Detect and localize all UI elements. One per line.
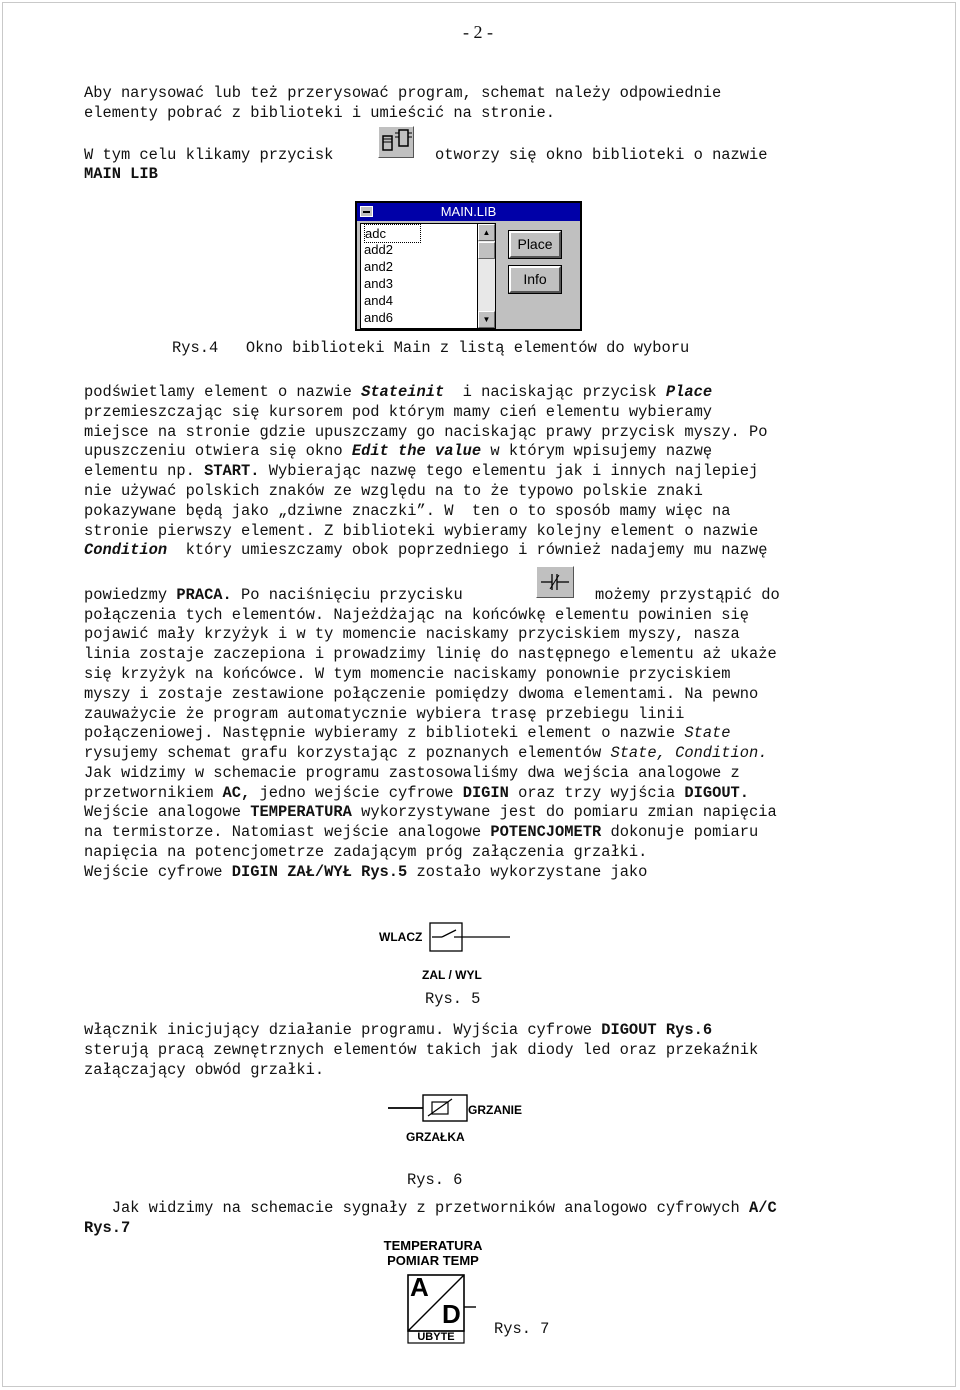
body-line: linia zostaje zaczepiona i prowadzimy linię do następnego elementu aż ukaże xyxy=(84,645,777,663)
body-line: rysujemy schemat grafu korzystając z poznanych elementów State, Condition. xyxy=(84,744,768,762)
library-list[interactable] xyxy=(360,223,496,329)
body-line: przetwornikiem AC, jedno wejście cyfrowe DIGIN oraz trzy wyjścia DIGOUT. xyxy=(84,784,750,802)
intro-line-3b: otworzy się okno biblioteki o nazwie xyxy=(435,146,768,164)
adc-letter-a: A xyxy=(410,1272,429,1302)
intro-line-1: Aby narysować lub też przerysować program, schemat należy odpowiednie xyxy=(84,84,722,102)
page-number: - 2 - xyxy=(463,22,493,42)
list-item[interactable]: adc xyxy=(364,224,421,243)
caption-rys6: Rys. 6 xyxy=(407,1171,463,1189)
scroll-up-icon[interactable]: ▲ xyxy=(478,224,495,241)
window-titlebar xyxy=(357,203,580,221)
relay-symbol-icon xyxy=(386,1090,476,1126)
list-item[interactable]: and4 xyxy=(364,293,393,308)
body-line: Jak widzimy na schemacie sygnały z przetworników analogowo cyfrowych A/C xyxy=(84,1199,777,1217)
body-line: Jak widzimy w schemacie programu zastosowaliśmy dwa wejścia analogowe z xyxy=(84,764,740,782)
body-line: zauważycie że program automatycznie wybiera trasę przebiegu linii xyxy=(84,705,685,723)
caption-rys4: Rys.4 Okno biblioteki Main z listą elementów do wyboru xyxy=(172,339,690,357)
intro-line-4: MAIN LIB xyxy=(84,165,158,183)
adc-bottom-label: UBYTE xyxy=(417,1331,455,1343)
relay-bottom-label: GRZAŁKA xyxy=(406,1130,465,1144)
body-line: się krzyżyk na końcówce. W tym momencie naciskamy ponownie przyciskiem xyxy=(84,665,731,683)
list-item[interactable]: and6 xyxy=(364,310,393,325)
scroll-down-icon[interactable]: ▼ xyxy=(478,311,495,328)
figure-7-adc xyxy=(372,1238,502,1348)
body-line: napięcia na potencjometrze zadającym próg załączenia grzałki. xyxy=(84,843,648,861)
body-line: przemieszczając się kursorem pod którym mamy cień elementu wybieramy xyxy=(84,403,713,421)
body-line: połączenia tych elementów. Najeżdżając na końcówkę elementu powinien się xyxy=(84,606,749,624)
body-line: załączający obwód grzałki. xyxy=(84,1061,325,1079)
figure-5-switch xyxy=(376,920,526,986)
body-line: upuszczeniu otwiera się okno Edit the value w którym wpisujemy nazwę xyxy=(84,442,713,460)
info-button[interactable]: Info xyxy=(509,266,561,293)
switch-label: WLACZ xyxy=(379,930,423,944)
body-line: Condition który umieszczamy obok poprzedniego i również nadajemy mu nazwę xyxy=(84,541,768,559)
body-line: miejsce na stronie gdzie upuszczamy go naciskając prawy przycisk myszy. Po xyxy=(84,423,768,441)
intro-line-2: elementy pobrać z biblioteki i umieścić na stronie. xyxy=(84,104,556,122)
body-line: podświetlamy element o nazwie Stateinit i naciskając przycisk Place xyxy=(84,383,713,401)
library-window xyxy=(355,201,582,331)
switch-bottom-label: ZAL / WYL xyxy=(422,968,482,982)
body-line: pojawić mały krzyżyk i w ty momencie naciskamy przyciskiem myszy, nasza xyxy=(84,625,740,643)
body-line: stronie pierwszy element. Z biblioteki wybieramy kolejny element o nazwie xyxy=(84,522,759,540)
body-line: powiedzmy PRACA. Po naciśnięciu przycisku xyxy=(84,586,463,604)
caption-rys5: Rys. 5 xyxy=(425,990,481,1008)
body-line: Wejście cyfrowe DIGIN ZAŁ/WYŁ Rys.5 zostało wykorzystane jako xyxy=(84,863,648,881)
system-menu-icon[interactable] xyxy=(360,206,373,217)
library-button-icon[interactable] xyxy=(378,126,414,158)
list-scrollbar[interactable] xyxy=(477,224,496,328)
caption-rys7: Rys. 7 xyxy=(494,1320,550,1338)
place-button[interactable]: Place xyxy=(509,231,561,258)
relay-label: GRZANIE xyxy=(468,1103,522,1117)
body-line: elementu np. START. Wybierając nazwę tego elementu jak i innych najlepiej xyxy=(84,462,759,480)
body-line: nie używać polskich znaków ze względu na to że typowo polskie znaki xyxy=(84,482,703,500)
body-line: myszy i zostaje zestawione połączenie pomiędzy dwoma elementami. Na pewno xyxy=(84,685,759,703)
list-item[interactable]: add2 xyxy=(364,242,393,257)
figure-6-relay xyxy=(386,1090,536,1146)
intro-line-3a: W tym celu klikamy przycisk xyxy=(84,146,334,164)
adc-subtitle: POMIAR TEMP xyxy=(387,1253,479,1268)
list-item[interactable]: and2 xyxy=(364,259,393,274)
body-line: połączeniowej. Następnie wybieramy z biblioteki element o nazwie State xyxy=(84,724,731,742)
body-line: Wejście analogowe TEMPERATURA wykorzystywane jest do pomiaru zmian napięcia xyxy=(84,803,777,821)
adc-title: TEMPERATURA xyxy=(383,1238,483,1253)
scroll-thumb[interactable] xyxy=(478,242,495,259)
body-line: pokazywane będą jako „dziwne znaczki”. W ten o to sposób mamy więc na xyxy=(84,502,731,520)
body-line: Rys.7 xyxy=(84,1219,131,1237)
adc-letter-d: D xyxy=(442,1299,461,1329)
window-title: MAIN.LIB xyxy=(440,204,497,219)
body-line: na termistorze. Natomiast wejście analogowe POTENCJOMETR dokonuje pomiaru xyxy=(84,823,759,841)
body-line: sterują pracą zewnętrznych elementów takich jak diody led oraz przekaźnik xyxy=(84,1041,759,1059)
list-item[interactable]: and3 xyxy=(364,276,393,291)
connect-button-icon[interactable] xyxy=(536,566,574,598)
body-line: włącznik inicjujący działanie programu. Wyjścia cyfrowe DIGOUT Rys.6 xyxy=(84,1021,713,1039)
body-line: możemy przystąpić do xyxy=(595,586,780,604)
